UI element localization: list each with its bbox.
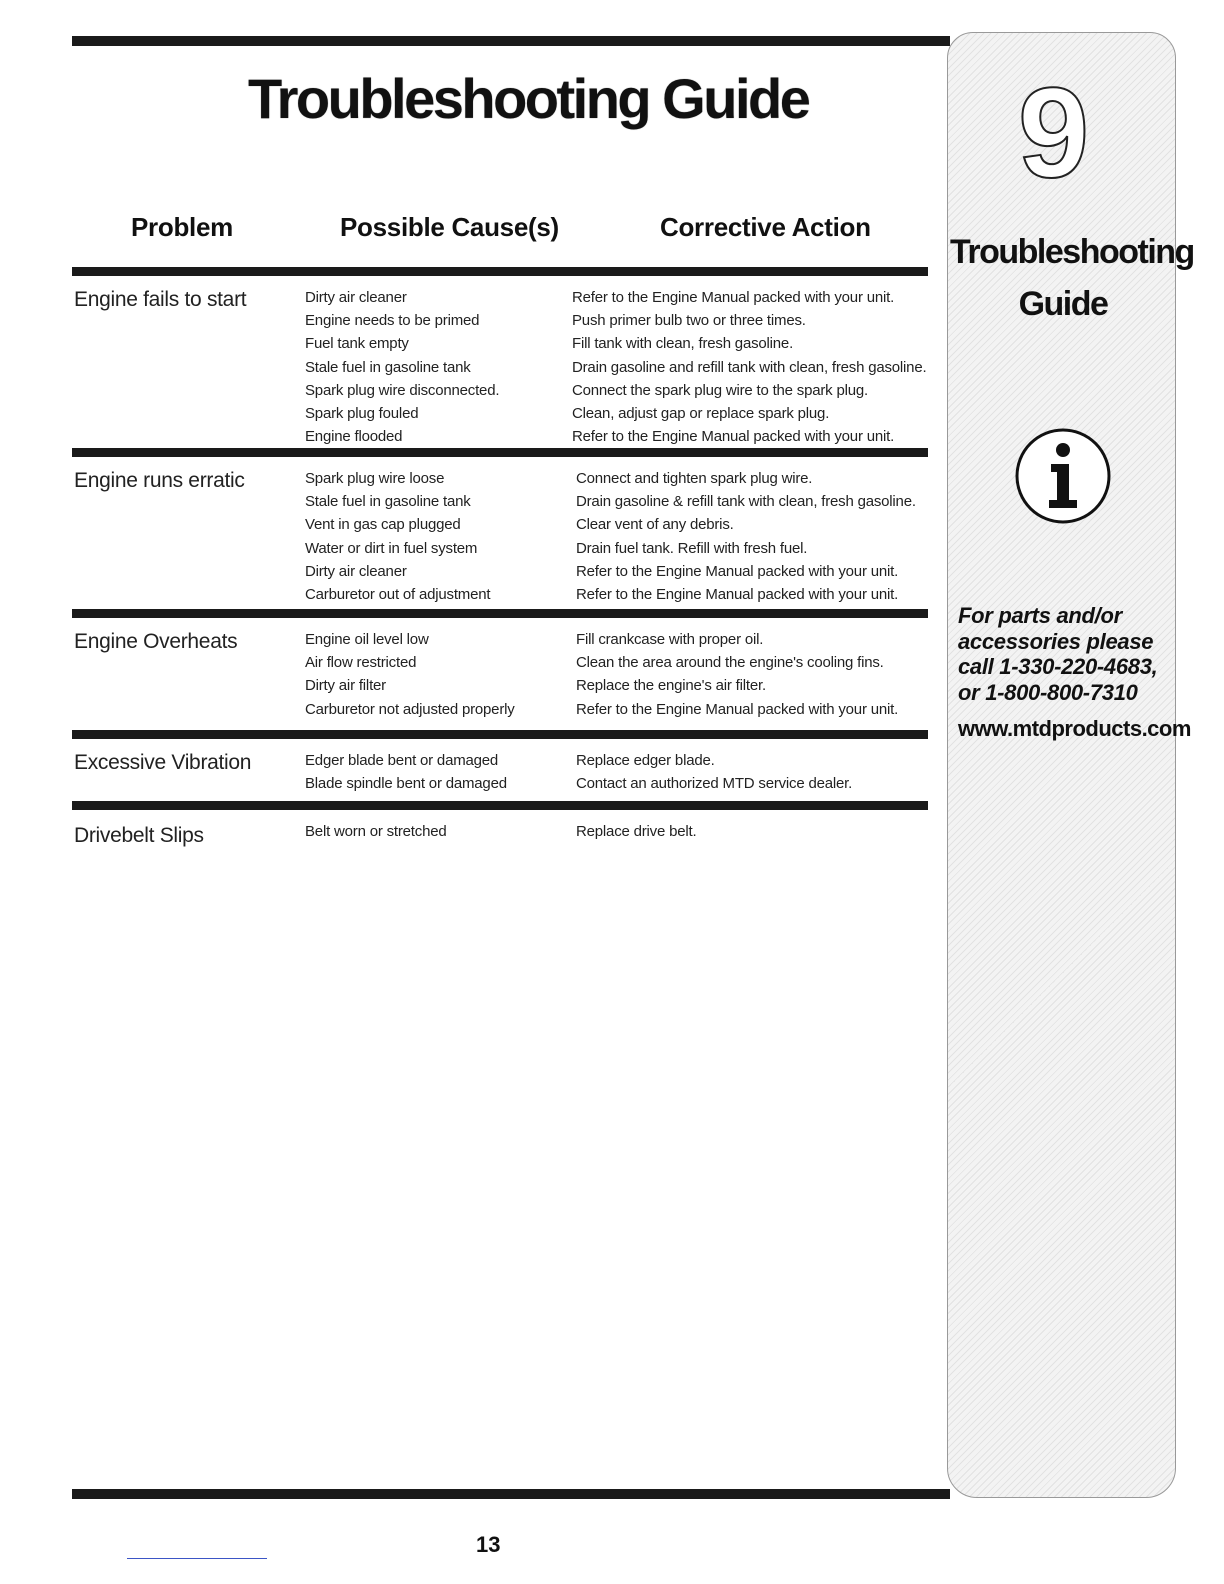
action-list <box>576 820 696 843</box>
page-number: 13 <box>476 1532 501 1557</box>
row-divider <box>72 267 928 276</box>
action-item: Clean the area around the engine's cooling fins. <box>576 654 884 672</box>
cause-item: Dirty air cleaner <box>305 289 407 306</box>
cause-item: Spark plug fouled <box>305 405 419 423</box>
cause-item: Engine needs to be primed <box>305 312 480 330</box>
column-header-cause: Possible Cause(s) <box>340 212 559 242</box>
problem-label: Excessive Vibration <box>74 751 252 774</box>
table-row <box>72 609 928 718</box>
side-tab-title-line1: Troubleshooting <box>950 233 1194 271</box>
bottom-rule <box>72 1489 950 1499</box>
cause-item: Water or dirt in fuel system <box>305 539 478 557</box>
action-item: Refer to the Engine Manual packed with your unit. <box>576 562 899 580</box>
row-divider <box>72 609 928 618</box>
table-row <box>72 267 928 446</box>
action-item: Refer to the Engine Manual packed with your unit. <box>572 289 895 306</box>
table-row <box>72 801 928 847</box>
action-item: Connect and tighten spark plug wire. <box>576 470 813 487</box>
action-item: Replace edger blade. <box>576 752 715 769</box>
info-icon <box>1013 426 1113 526</box>
cause-item: Vent in gas cap plugged <box>305 516 461 534</box>
contact-line: call 1-330-220-4683, <box>958 654 1158 679</box>
action-list <box>572 286 926 448</box>
row-divider <box>72 730 928 739</box>
chapter-number: 9 <box>1018 62 1090 205</box>
parts-contact-text <box>958 603 1172 705</box>
top-rule <box>72 36 950 46</box>
row-divider <box>72 801 928 810</box>
contact-line: accessories please <box>958 628 1154 654</box>
cause-item: Air flow restricted <box>305 654 417 672</box>
cause-list <box>305 820 447 843</box>
contact-line: For parts and/or <box>958 603 1122 628</box>
action-item: Replace drive belt. <box>576 823 697 840</box>
action-list <box>576 749 852 795</box>
cause-list <box>305 467 490 606</box>
cause-item: Spark plug wire disconnected. <box>305 381 500 399</box>
table-row <box>72 448 928 604</box>
table-row <box>72 730 928 793</box>
cause-item: Carburetor not adjusted properly <box>305 700 515 718</box>
cause-list <box>305 628 515 721</box>
problem-label: Engine Overheats <box>74 630 238 653</box>
cause-item: Stale fuel in gasoline tank <box>305 358 471 376</box>
action-item: Replace the engine's air filter. <box>576 677 766 695</box>
footer-underline <box>127 1558 267 1559</box>
action-item: Clear vent of any debris. <box>576 516 734 534</box>
cause-item: Carburetor out of adjustment <box>305 586 491 604</box>
cause-item: Dirty air filter <box>305 677 386 695</box>
problem-label: Drivebelt Slips <box>74 824 204 847</box>
action-list <box>576 628 898 721</box>
action-item: Drain gasoline & refill tank with clean, fresh gasoline. <box>576 493 916 511</box>
action-item: Contact an authorized MTD service dealer. <box>576 775 853 793</box>
action-list <box>576 467 916 606</box>
action-item: Refer to the Engine Manual packed with your unit. <box>572 428 895 446</box>
cause-item: Spark plug wire loose <box>305 470 445 487</box>
problem-label: Engine fails to start <box>74 288 247 311</box>
action-item: Refer to the Engine Manual packed with your unit. <box>576 700 899 718</box>
action-item: Refer to the Engine Manual packed with your unit. <box>576 586 899 604</box>
contact-line: or 1-800-800-7310 <box>958 679 1138 705</box>
side-tab-title-line2: Guide <box>1018 285 1108 323</box>
action-item: Fill crankcase with proper oil. <box>576 631 764 648</box>
cause-item: Edger blade bent or damaged <box>305 752 499 769</box>
cause-item: Fuel tank empty <box>305 335 409 353</box>
action-item: Drain gasoline and refill tank with clean, fresh gasoline. <box>572 358 927 376</box>
action-item: Drain fuel tank. Refill with fresh fuel. <box>576 539 808 557</box>
cause-item: Engine flooded <box>305 428 403 446</box>
cause-list <box>305 286 499 448</box>
cause-item: Engine oil level low <box>305 631 429 648</box>
cause-item: Dirty air cleaner <box>305 562 407 580</box>
action-item: Push primer bulb two or three times. <box>572 312 806 330</box>
side-tab-title <box>950 226 1194 330</box>
cause-item: Stale fuel in gasoline tank <box>305 493 471 511</box>
cause-item: Belt worn or stretched <box>305 823 447 840</box>
page-title: Troubleshooting Guide <box>248 67 809 130</box>
problem-label: Engine runs erratic <box>74 469 245 492</box>
column-header-action: Corrective Action <box>660 212 871 242</box>
website-link[interactable]: www.mtdproducts.com <box>958 716 1191 741</box>
cause-item: Blade spindle bent or damaged <box>305 775 507 793</box>
column-header-problem: Problem <box>131 212 233 242</box>
action-item: Fill tank with clean, fresh gasoline. <box>572 335 794 353</box>
row-divider <box>72 448 928 457</box>
cause-list <box>305 749 507 795</box>
action-item: Clean, adjust gap or replace spark plug. <box>572 405 830 423</box>
action-item: Connect the spark plug wire to the spark plug. <box>572 381 868 399</box>
